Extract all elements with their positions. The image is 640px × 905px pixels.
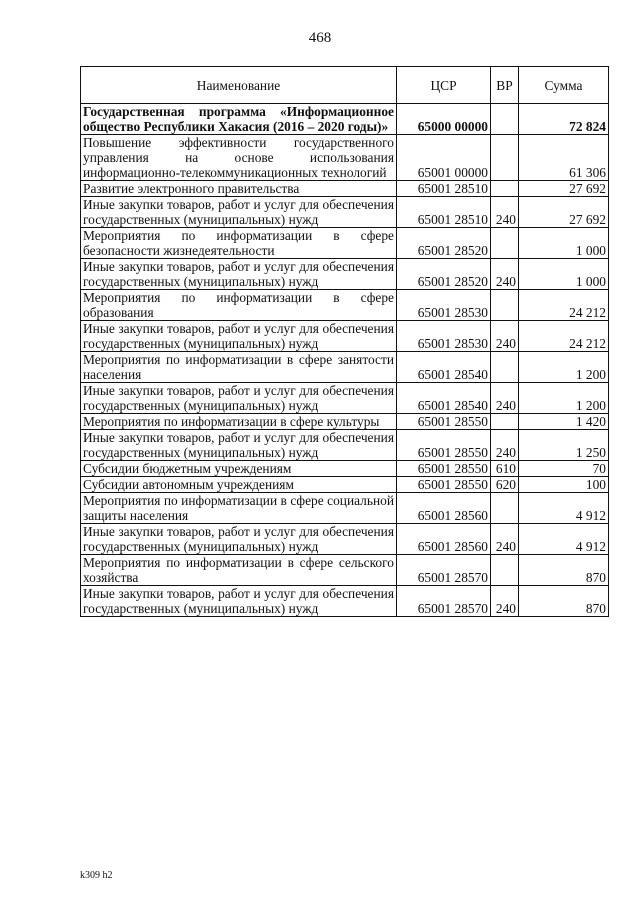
row-vr: 240 xyxy=(491,321,519,352)
row-sum: 27 692 xyxy=(519,181,609,197)
row-csr: 65001 28550 xyxy=(397,461,491,477)
table-row xyxy=(81,430,609,461)
row-name: Иные закупки товаров, работ и услуг для обеспечения государственных (муниципальных) нужд xyxy=(81,586,397,617)
header-name: Наименование xyxy=(81,67,397,104)
row-vr xyxy=(491,493,519,524)
row-vr: 240 xyxy=(491,586,519,617)
row-sum: 24 212 xyxy=(519,321,609,352)
row-csr: 65001 00000 xyxy=(397,135,491,181)
row-name: Мероприятия по информатизации в сфере образования xyxy=(81,290,397,321)
budget-table xyxy=(80,66,609,617)
table-row xyxy=(81,493,609,524)
row-name: Мероприятия по информатизации в сфере сельского хозяйства xyxy=(81,555,397,586)
row-vr xyxy=(491,290,519,321)
row-vr: 240 xyxy=(491,383,519,414)
row-csr: 65001 28540 xyxy=(397,383,491,414)
footer-code: k309 h2 xyxy=(80,870,113,881)
row-name: Иные закупки товаров, работ и услуг для обеспечения государственных (муниципальных) нужд xyxy=(81,524,397,555)
row-csr: 65001 28550 xyxy=(397,430,491,461)
row-vr xyxy=(491,414,519,430)
row-csr: 65001 28510 xyxy=(397,197,491,228)
row-sum: 100 xyxy=(519,477,609,493)
row-csr: 65001 28550 xyxy=(397,414,491,430)
row-name: Мероприятия по информатизации в сфере занятости населения xyxy=(81,352,397,383)
row-csr: 65001 28560 xyxy=(397,493,491,524)
row-vr: 610 xyxy=(491,461,519,477)
row-name: Государственная программа «Информационное общество Республики Хакасия (2016 – 2020 годы)» xyxy=(81,104,397,135)
row-csr: 65001 28570 xyxy=(397,555,491,586)
row-sum: 24 212 xyxy=(519,290,609,321)
row-sum: 27 692 xyxy=(519,197,609,228)
row-sum: 4 912 xyxy=(519,493,609,524)
row-csr: 65001 28530 xyxy=(397,290,491,321)
row-sum: 4 912 xyxy=(519,524,609,555)
row-name: Иные закупки товаров, работ и услуг для обеспечения государственных (муниципальных) нужд xyxy=(81,259,397,290)
row-sum: 1 000 xyxy=(519,228,609,259)
table-row xyxy=(81,290,609,321)
row-vr: 240 xyxy=(491,197,519,228)
row-name: Иные закупки товаров, работ и услуг для обеспечения государственных (муниципальных) нужд xyxy=(81,321,397,352)
row-sum: 1 200 xyxy=(519,352,609,383)
row-sum: 1 420 xyxy=(519,414,609,430)
table-row xyxy=(81,321,609,352)
row-csr: 65001 28560 xyxy=(397,524,491,555)
row-name: Мероприятия по информатизации в сфере безопасности жизнедеятельности xyxy=(81,228,397,259)
table-row xyxy=(81,477,609,493)
row-name: Развитие электронного правительства xyxy=(81,181,397,197)
row-csr: 65001 28540 xyxy=(397,352,491,383)
row-csr: 65001 28570 xyxy=(397,586,491,617)
table-row xyxy=(81,383,609,414)
row-name: Повышение эффективности государственного управления на основе использования информационно-телекоммуникационных технологий xyxy=(81,135,397,181)
row-csr: 65001 28530 xyxy=(397,321,491,352)
row-csr: 65001 28520 xyxy=(397,228,491,259)
row-vr xyxy=(491,555,519,586)
row-vr xyxy=(491,181,519,197)
row-vr xyxy=(491,352,519,383)
table-row xyxy=(81,135,609,181)
row-name: Иные закупки товаров, работ и услуг для обеспечения государственных (муниципальных) нужд xyxy=(81,430,397,461)
row-vr xyxy=(491,104,519,135)
table-row xyxy=(81,197,609,228)
header-sum: Сумма xyxy=(519,67,609,104)
header-vr: ВР xyxy=(491,67,519,104)
row-vr xyxy=(491,228,519,259)
row-vr: 240 xyxy=(491,524,519,555)
row-sum: 70 xyxy=(519,461,609,477)
row-sum: 870 xyxy=(519,586,609,617)
row-sum: 61 306 xyxy=(519,135,609,181)
row-sum: 72 824 xyxy=(519,104,609,135)
row-vr: 620 xyxy=(491,477,519,493)
row-name: Иные закупки товаров, работ и услуг для обеспечения государственных (муниципальных) нужд xyxy=(81,383,397,414)
row-csr: 65000 00000 xyxy=(397,104,491,135)
table-header-row xyxy=(81,67,609,104)
table-row xyxy=(81,104,609,135)
table-row xyxy=(81,181,609,197)
table-body xyxy=(81,104,609,617)
table-row xyxy=(81,555,609,586)
table-row xyxy=(81,586,609,617)
row-vr xyxy=(491,135,519,181)
row-sum: 870 xyxy=(519,555,609,586)
table-row xyxy=(81,414,609,430)
row-sum: 1 200 xyxy=(519,383,609,414)
row-name: Мероприятия по информатизации в сфере культуры xyxy=(81,414,397,430)
table-row xyxy=(81,228,609,259)
row-vr: 240 xyxy=(491,430,519,461)
row-csr: 65001 28550 xyxy=(397,477,491,493)
table-row xyxy=(81,461,609,477)
table-row xyxy=(81,259,609,290)
row-vr: 240 xyxy=(491,259,519,290)
row-name: Субсидии бюджетным учреждениям xyxy=(81,461,397,477)
row-name: Субсидии автономным учреждениям xyxy=(81,477,397,493)
table-row xyxy=(81,352,609,383)
row-sum: 1 250 xyxy=(519,430,609,461)
row-sum: 1 000 xyxy=(519,259,609,290)
header-csr: ЦСР xyxy=(397,67,491,104)
page-number: 468 xyxy=(308,30,332,46)
row-name: Иные закупки товаров, работ и услуг для обеспечения государственных (муниципальных) нужд xyxy=(81,197,397,228)
row-csr: 65001 28520 xyxy=(397,259,491,290)
row-csr: 65001 28510 xyxy=(397,181,491,197)
row-name: Мероприятия по информатизации в сфере социальной защиты населения xyxy=(81,493,397,524)
table-row xyxy=(81,524,609,555)
